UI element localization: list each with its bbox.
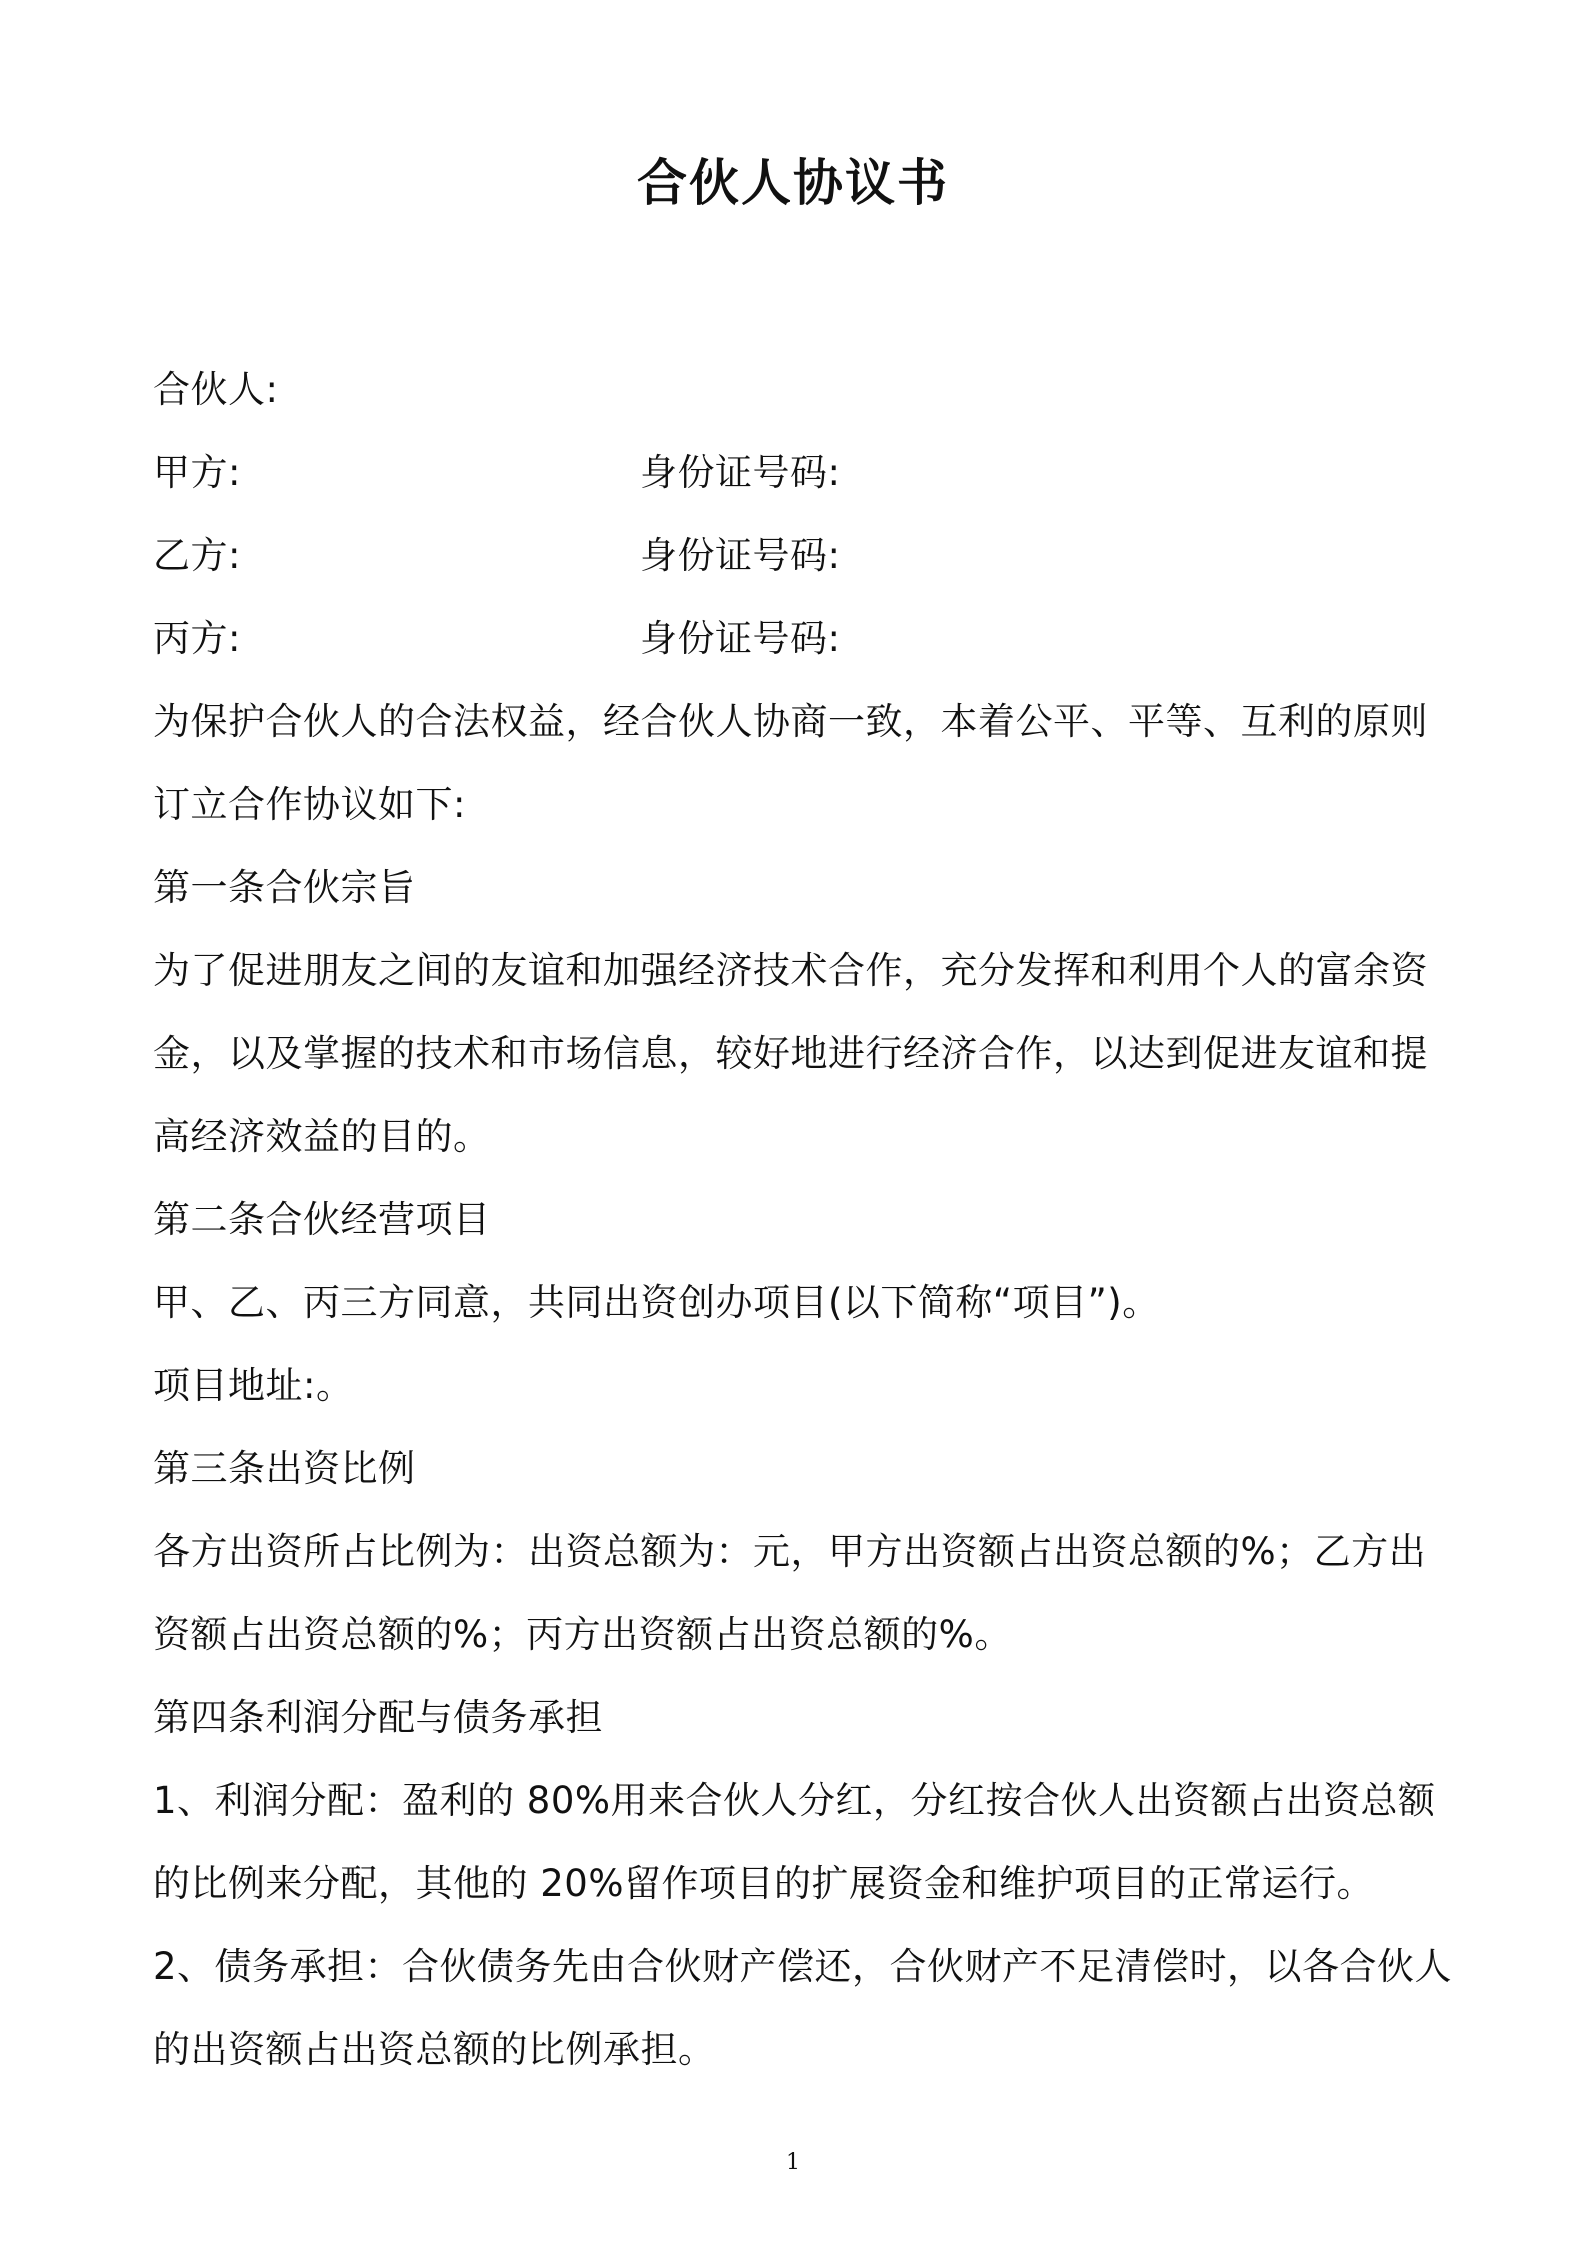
party-row-c xyxy=(153,597,1453,680)
partners-heading: 合伙人: xyxy=(153,368,279,411)
document-body xyxy=(153,348,1453,2091)
article-text-line: 2、债务承担：合伙债务先由合伙财产偿还，合伙财产不足清偿时，以各合伙人 xyxy=(153,1945,1453,1988)
article-text-line: 1、利润分配：盈利的 80%用来合伙人分红，分红按合伙人出资额占出资总额 xyxy=(153,1779,1436,1822)
intro-text-line: 订立合作协议如下: xyxy=(153,783,466,826)
article-heading: 第三条出资比例 xyxy=(153,1447,416,1490)
id-number-label: 身份证号码: xyxy=(640,617,841,660)
document-title: 合伙人协议书 xyxy=(637,154,949,212)
party-row-a xyxy=(153,431,1453,514)
article-text-line: 的比例来分配，其他的 20%留作项目的扩展资金和维护项目的正常运行。 xyxy=(153,1862,1374,1905)
party-row-b xyxy=(153,514,1453,597)
article-text-line: 金，以及掌握的技术和市场信息，较好地进行经济合作，以达到促进友谊和提 xyxy=(153,1032,1428,1075)
article-text-line: 为了促进朋友之间的友谊和加强经济技术合作，充分发挥和利用个人的富余资 xyxy=(153,949,1428,992)
article-text-line: 项目地址:。 xyxy=(153,1364,354,1407)
article-text-line: 的出资额占出资总额的比例承担。 xyxy=(153,2028,716,2071)
article-text-line: 各方出资所占比例为：出资总额为：元，甲方出资额占出资总额的%；乙方出 xyxy=(153,1530,1427,1573)
party-label: 丙方: xyxy=(153,617,241,660)
id-number-label: 身份证号码: xyxy=(640,451,841,494)
page-number: 1 xyxy=(786,2150,800,2175)
party-label: 乙方: xyxy=(153,534,241,577)
id-number-label: 身份证号码: xyxy=(640,534,841,577)
article-text-line: 甲、乙、丙三方同意，共同出资创办项目(以下简称“项目”)。 xyxy=(153,1281,1160,1324)
intro-text-line: 为保护合伙人的合法权益，经合伙人协商一致，本着公平、平等、互利的原则 xyxy=(153,700,1428,743)
article-heading: 第一条合伙宗旨 xyxy=(153,866,416,909)
article-text-line: 高经济效益的目的。 xyxy=(153,1115,491,1158)
article-heading: 第四条利润分配与债务承担 xyxy=(153,1696,603,1739)
article-heading: 第二条合伙经营项目 xyxy=(153,1198,491,1241)
article-text-line: 资额占出资总额的%；丙方出资额占出资总额的%。 xyxy=(153,1613,1012,1656)
party-label: 甲方: xyxy=(153,451,241,494)
